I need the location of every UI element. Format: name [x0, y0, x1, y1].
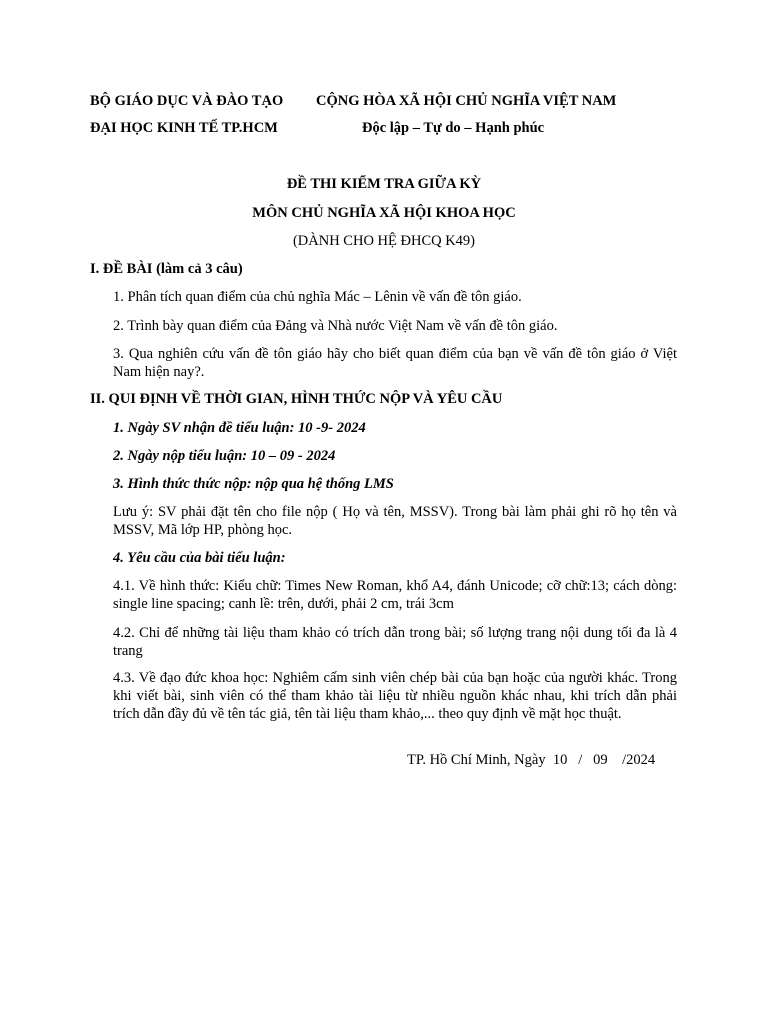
submit-method: 3. Hình thức thức nộp: nộp qua hệ thống LMS [113, 476, 394, 492]
republic-name: CỘNG HÒA XÃ HỘI CHỦ NGHĨA VIỆT NAM [316, 93, 617, 109]
question-3: 3. Qua nghiên cứu vấn đề tôn giáo hãy cho biết quan điểm của bạn về vấn đề tôn giáo ở Việt Nam hiện nay?. [113, 346, 677, 380]
ministry-name: BỘ GIÁO DỤC VÀ ĐÀO TẠO [90, 93, 284, 109]
section-2-heading: II. QUI ĐỊNH VỀ THỜI GIAN, HÌNH THỨC NỘP VÀ YÊU CẦU [90, 391, 503, 407]
requirement-ethics: 4.3. Về đạo đức khoa học: Nghiêm cấm sinh viên chép bài của bạn hoặc của người khác. Trong khi viết bài, sinh viên có thể tham khảo tài liệu từ nhiều nguồn khác nhau, khi trích dẫn phải trích dẫn đầy đủ về tên tác giả, tên tài liệu tham khảo,... theo quy định về mặt học thuật. [113, 670, 677, 722]
university-name: ĐẠI HỌC KINH TẾ TP.HCM [90, 120, 278, 136]
motto: Độc lập – Tự do – Hạnh phúc [362, 120, 545, 136]
section-1-heading: I. ĐỀ BÀI (làm cả 3 câu) [90, 261, 243, 277]
requirement-format: 4.1. Về hình thức: Kiểu chữ: Times New Roman, khổ A4, đánh Unicode; cỡ chữ:13; cách dòng: single line spacing; canh lề: trên, dưới, phải 2 cm, trái 3cm [113, 578, 677, 612]
audience-note: (DÀNH CHO HỆ ĐHCQ K49) [292, 233, 476, 249]
question-2: 2. Trình bày quan điểm của Đảng và Nhà nước Việt Nam về vấn đề tôn giáo. [113, 318, 558, 334]
question-1: 1. Phân tích quan điểm của chủ nghĩa Mác – Lênin về vấn đề tôn giáo. [113, 289, 522, 305]
submit-date: 2. Ngày nộp tiểu luận: 10 – 09 - 2024 [113, 448, 336, 464]
submission-note: Lưu ý: SV phải đặt tên cho file nộp ( Họ và tên, MSSV). Trong bài làm phải ghi rõ họ tên và MSSV, Mã lớp HP, phòng học. [113, 504, 677, 538]
date-line: TP. Hồ Chí Minh, Ngày 10 / 09 /2024 [407, 752, 656, 768]
requirements-heading: 4. Yêu cầu của bài tiểu luận: [113, 550, 286, 566]
requirement-references: 4.2. Chỉ để những tài liệu tham khảo có trích dẫn trong bài; số lượng trang nội dung tối đa là 4 trang [113, 625, 677, 659]
exam-title: ĐỀ THI KIỂM TRA GIỮA KỲ [286, 176, 482, 192]
course-title: MÔN CHỦ NGHĨA XÃ HỘI KHOA HỌC [252, 205, 516, 221]
receive-date: 1. Ngày SV nhận đề tiểu luận: 10 -9- 2024 [113, 420, 366, 436]
